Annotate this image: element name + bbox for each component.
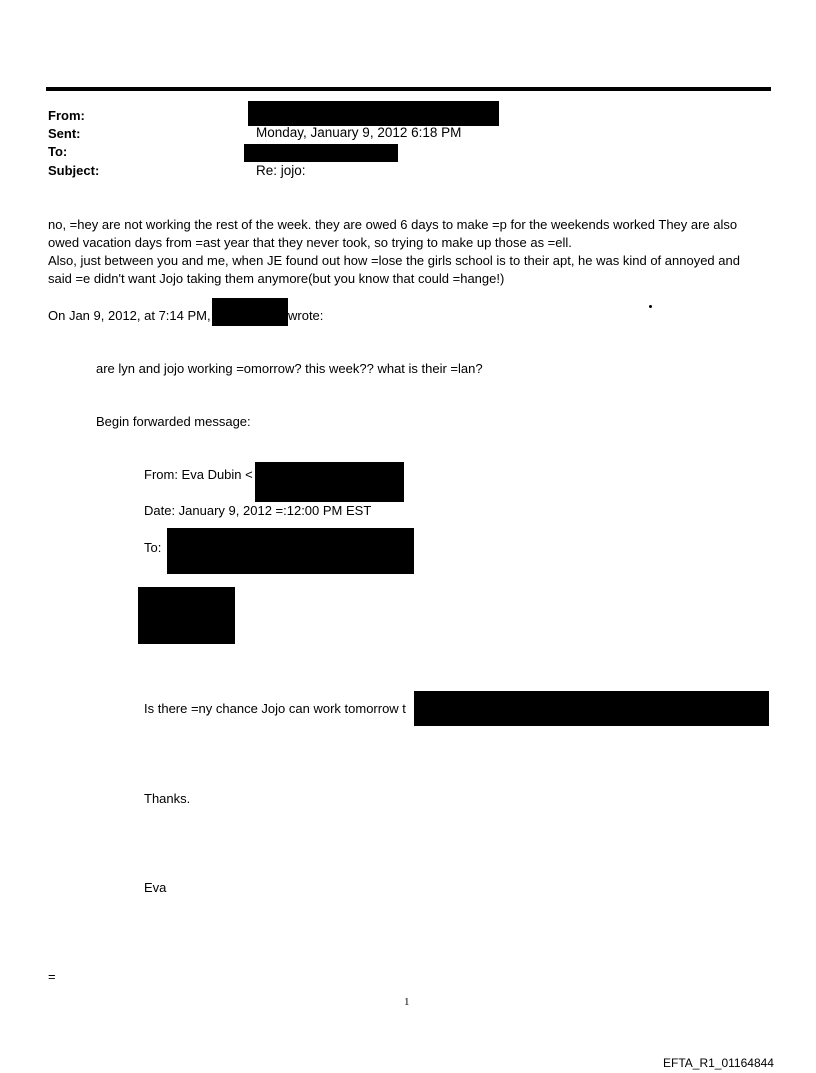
from-label: From: [48, 108, 85, 123]
forwarded-header: Begin forwarded message: [96, 414, 251, 429]
redaction-block [138, 587, 235, 644]
sent-label: Sent: [48, 126, 81, 141]
quoted-question: are lyn and jojo working =omorrow? this week?? what is their =lan? [96, 361, 483, 376]
signature: Eva [144, 880, 167, 895]
quote-intro-prefix: On Jan 9, 2012, at 7:14 PM, [48, 308, 211, 323]
quote-intro-suffix: wrote: [288, 308, 324, 323]
fwd-date: Date: January 9, 2012 =:12:00 PM EST [144, 503, 372, 518]
page-number: 1 [404, 996, 410, 1008]
redaction-fwd-from [255, 462, 404, 502]
body-line-1: no, =hey are not working the rest of the week. they are owed 6 days to make =p for the weekends worked They are also [48, 217, 738, 232]
redaction-fwd-to [167, 528, 414, 574]
trailing-equals: = [48, 969, 56, 984]
redaction-sender [212, 298, 288, 326]
to-label: To: [48, 144, 68, 159]
body-line-4: said =e didn't want Jojo taking them anymore(but you know that could =hange!) [48, 271, 505, 286]
body-line-2: owed vacation days from =ast year that they never took, so trying to make up those as =ell. [48, 235, 572, 250]
redaction-to [244, 144, 398, 162]
subject-label: Subject: [48, 163, 100, 178]
fwd-body: Is there =ny chance Jojo can work tomorrow t [144, 701, 406, 716]
doc-id: EFTA_R1_01164844 [663, 1056, 774, 1070]
redaction-from [248, 101, 499, 126]
fwd-from: From: Eva Dubin < [144, 467, 253, 482]
stray-dot [649, 305, 652, 308]
subject-value: Re: jojo: [256, 163, 306, 178]
header-rule [46, 87, 771, 91]
redaction-fwd-body [414, 691, 769, 726]
fwd-to: To: [144, 540, 162, 555]
sent-value: Monday, January 9, 2012 6:18 PM [256, 125, 462, 140]
body-line-3: Also, just between you and me, when JE found out how =lose the girls school is to their apt, he was kind of annoyed and [48, 253, 740, 268]
thanks-text: Thanks. [144, 791, 191, 806]
